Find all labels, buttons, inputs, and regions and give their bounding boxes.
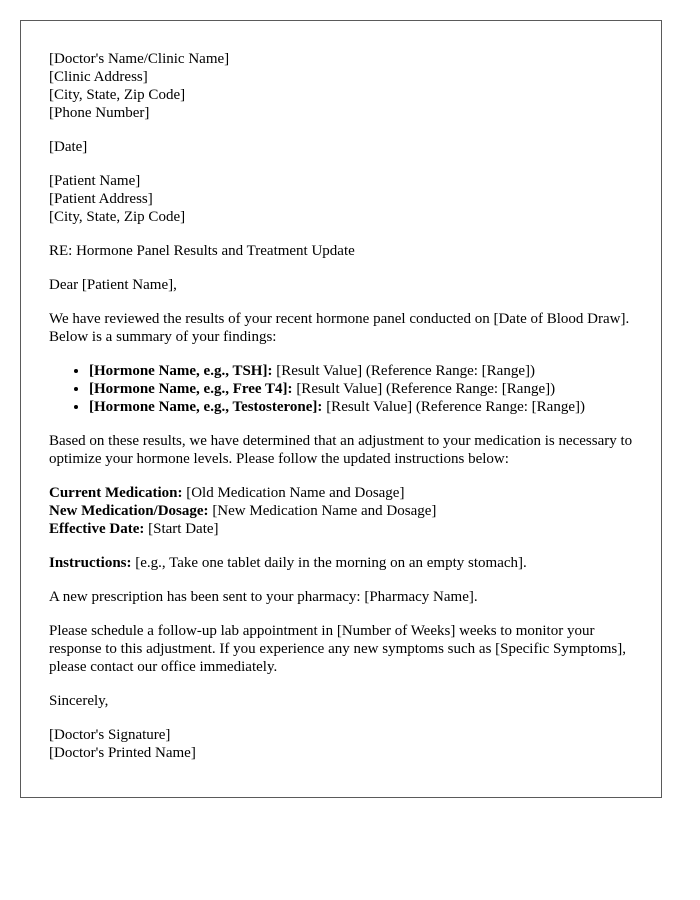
result-item [89,380,633,398]
instructions-paragraph [49,554,633,572]
signature-block [49,726,633,762]
medication-block [49,484,633,538]
sender-name: [Doctor's Name/Clinic Name] [49,51,230,67]
followup-paragraph: Please schedule a follow-up lab appointment in [Number of Weeks] weeks to monitor your response to this adjustment. If you experience any new symptoms such as [Specific Symptoms], please contact our office immediately. [49,623,626,675]
current-medication [49,484,633,502]
current-medication-value: [Old Medication Name and Dosage] [182,485,405,501]
subject-line: RE: Hormone Panel Results and Treatment Update [49,243,355,259]
sender-city-state-zip: [City, State, Zip Code] [49,87,186,103]
intro-paragraph: We have reviewed the results of your recent hormone panel conducted on [Date of Blood Draw]. Below is a summary of your findings: [49,311,630,345]
effective-date [49,520,633,538]
letter-date: [Date] [49,139,88,155]
instructions-value: [e.g., Take one tablet daily in the morning on an empty stomach]. [131,555,527,571]
result-item [89,362,633,380]
sender-phone: [Phone Number] [49,105,150,121]
sender-address: [Clinic Address] [49,69,148,85]
doctor-signature: [Doctor's Signature] [49,727,171,743]
result-value: [Result Value] (Reference Range: [Range]) [292,381,556,397]
salutation: Dear [Patient Name], [49,277,177,293]
new-medication-label: New Medication/Dosage: [49,503,209,519]
adjustment-paragraph: Based on these results, we have determined that an adjustment to your medication is necessary to optimize your hormone levels. Please follow the updated instructions below: [49,433,633,467]
result-label: [Hormone Name, e.g., TSH]: [89,363,273,379]
effective-date-label: Effective Date: [49,521,145,537]
letter [20,20,662,798]
result-label: [Hormone Name, e.g., Testosterone]: [89,399,323,415]
recipient-address: [Patient Address] [49,191,153,207]
result-value: [Result Value] (Reference Range: [Range]) [322,399,585,415]
doctor-printed-name: [Doctor's Printed Name] [49,745,196,761]
instructions-label: Instructions: [49,555,132,571]
result-value: [Result Value] (Reference Range: [Range]) [272,363,535,379]
current-medication-label: Current Medication: [49,485,183,501]
recipient-city-state-zip: [City, State, Zip Code] [49,209,186,225]
effective-date-value: [Start Date] [144,521,219,537]
recipient-name: [Patient Name] [49,173,141,189]
pharmacy-paragraph: A new prescription has been sent to your pharmacy: [Pharmacy Name]. [49,589,478,605]
results-list [49,362,633,416]
new-medication [49,502,633,520]
result-item [89,398,633,416]
recipient-block [49,172,633,226]
result-label: [Hormone Name, e.g., Free T4]: [89,381,293,397]
sender-block [49,50,633,122]
new-medication-value: [New Medication Name and Dosage] [208,503,437,519]
closing: Sincerely, [49,693,109,709]
